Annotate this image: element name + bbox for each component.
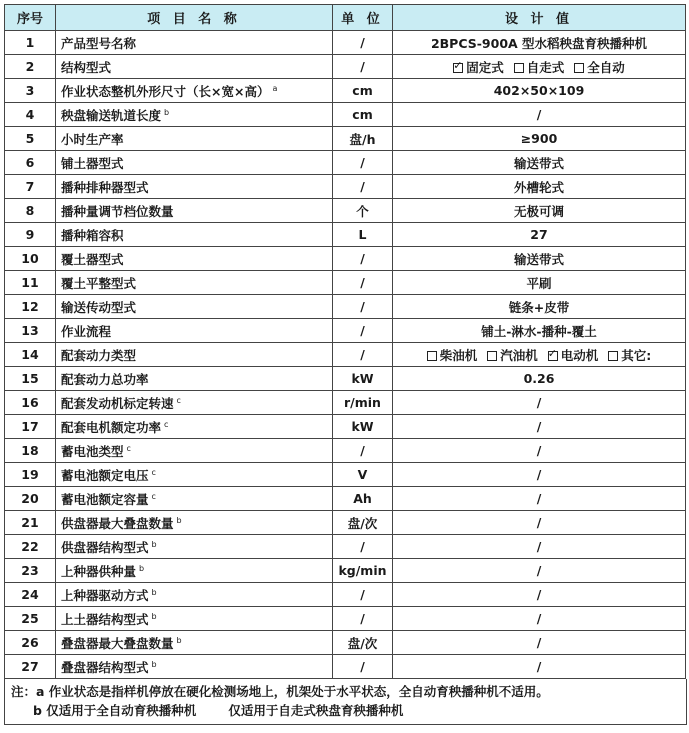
table-row: [5, 583, 686, 607]
spec-table-container: [4, 4, 685, 725]
row-number: 7: [5, 175, 56, 199]
item-name-cell: [56, 415, 333, 439]
value-cell: 0.26: [393, 367, 686, 391]
row-number: 4: [5, 103, 56, 127]
table-row: [5, 79, 686, 103]
item-name: 配套动力总功率: [61, 371, 149, 387]
item-name: 小时生产率: [61, 131, 124, 147]
row-number: 23: [5, 559, 56, 583]
value-cell: 27: [393, 223, 686, 247]
value-cell: 输送带式: [393, 247, 686, 271]
item-name: 覆土平整型式: [61, 275, 137, 291]
table-row: [5, 271, 686, 295]
item-name: 叠盘器最大叠盘数量: [61, 635, 174, 651]
value-cell: /: [393, 631, 686, 655]
table-row: [5, 439, 686, 463]
table-row: [5, 103, 686, 127]
value-cell: /: [393, 607, 686, 631]
item-name: 上种器供种量: [61, 563, 137, 579]
footnote-marker: b: [151, 611, 157, 621]
table-row: [5, 367, 686, 391]
table-row: [5, 511, 686, 535]
note-line-b: [11, 701, 680, 720]
table-row: [5, 343, 686, 367]
checkbox-icon[interactable]: [487, 351, 497, 361]
unit-cell: /: [333, 247, 393, 271]
table-row: [5, 559, 686, 583]
row-number: 1: [5, 31, 56, 55]
row-number: 24: [5, 583, 56, 607]
row-number: 8: [5, 199, 56, 223]
footnote-marker: b: [176, 635, 182, 645]
value-cell: /: [393, 535, 686, 559]
footnote-marker: b: [151, 539, 157, 549]
checkbox-icon[interactable]: [608, 351, 618, 361]
unit-cell: cm: [333, 103, 393, 127]
unit-cell: /: [333, 535, 393, 559]
checked-box-icon[interactable]: [453, 63, 463, 73]
table-row: [5, 415, 686, 439]
table-row: [5, 295, 686, 319]
value-cell: 链条+皮带: [393, 295, 686, 319]
value-cell: /: [393, 511, 686, 535]
value-cell: ≥900: [393, 127, 686, 151]
item-name-cell: [56, 487, 333, 511]
table-notes: [4, 679, 687, 725]
item-name: 输送传动型式: [61, 299, 137, 315]
unit-cell: r/min: [333, 391, 393, 415]
option-label: 全自动: [587, 59, 625, 75]
item-name-cell: [56, 127, 333, 151]
footnote-marker: a: [272, 83, 278, 93]
value-cell: /: [393, 439, 686, 463]
unit-cell: /: [333, 175, 393, 199]
row-number: 2: [5, 55, 56, 79]
value-cell: [393, 55, 686, 79]
item-name-cell: [56, 271, 333, 295]
item-name-cell: [56, 151, 333, 175]
value-cell: /: [393, 487, 686, 511]
row-number: 26: [5, 631, 56, 655]
item-name: 产品型号名称: [61, 35, 137, 51]
value-cell: 输送带式: [393, 151, 686, 175]
checkbox-icon[interactable]: [574, 63, 584, 73]
value-cell: /: [393, 103, 686, 127]
value-cell: /: [393, 559, 686, 583]
value-cell: 平刷: [393, 271, 686, 295]
item-name-cell: [56, 199, 333, 223]
item-name: 秧盘输送轨道长度: [61, 107, 162, 123]
item-name-cell: [56, 343, 333, 367]
row-number: 19: [5, 463, 56, 487]
option-label: 自走式: [526, 59, 565, 75]
row-number: 20: [5, 487, 56, 511]
option-label: 汽油机: [500, 347, 538, 363]
row-number: 25: [5, 607, 56, 631]
item-name-cell: [56, 175, 333, 199]
note-b-text: b 仅适用于全自动育秧播种机: [33, 703, 197, 718]
row-number: 21: [5, 511, 56, 535]
option-checked[interactable]: [548, 346, 599, 364]
item-name-cell: [56, 631, 333, 655]
table-row: [5, 199, 686, 223]
table-row: [5, 175, 686, 199]
item-name-cell: [56, 607, 333, 631]
unit-cell: /: [333, 439, 393, 463]
table-row: [5, 55, 686, 79]
footnote-marker: c: [151, 491, 156, 501]
row-number: 17: [5, 415, 56, 439]
unit-cell: /: [333, 583, 393, 607]
item-name: 播种排种器型式: [61, 179, 149, 195]
option-unchecked[interactable]: [427, 346, 478, 364]
unit-cell: /: [333, 343, 393, 367]
item-name: 作业状态整机外形尺寸（长×宽×高）: [61, 83, 270, 99]
unit-cell: 盘/h: [333, 127, 393, 151]
table-row: [5, 631, 686, 655]
table-row: [5, 391, 686, 415]
option-label: 其它:: [621, 347, 652, 363]
row-number: 27: [5, 655, 56, 679]
item-name: 播种箱容积: [61, 227, 124, 243]
item-name: 上种器驱动方式: [61, 587, 149, 603]
row-number: 6: [5, 151, 56, 175]
option-label: 柴油机: [439, 347, 478, 363]
unit-cell: /: [333, 607, 393, 631]
footnote-marker: b: [139, 563, 145, 573]
item-name-cell: [56, 223, 333, 247]
table-body: [5, 31, 686, 679]
item-name: 叠盘器结构型式: [61, 659, 149, 675]
unit-cell: Ah: [333, 487, 393, 511]
footnote-marker: c: [176, 395, 181, 405]
item-name: 作业流程: [61, 323, 112, 339]
table-row: [5, 319, 686, 343]
unit-cell: /: [333, 271, 393, 295]
footnote-marker: c: [126, 443, 131, 453]
row-number: 14: [5, 343, 56, 367]
option-label: 固定式: [466, 59, 504, 75]
item-name-cell: [56, 535, 333, 559]
item-name-cell: [56, 559, 333, 583]
note-c-text: 仅适用于自走式秧盘育秧播种机: [228, 703, 404, 718]
unit-cell: cm: [333, 79, 393, 103]
footnote-marker: b: [151, 587, 157, 597]
unit-cell: kg/min: [333, 559, 393, 583]
footnote-marker: c: [164, 419, 169, 429]
item-name-cell: [56, 31, 333, 55]
footnote-marker: c: [151, 467, 156, 477]
item-name: 结构型式: [61, 59, 112, 75]
item-name-cell: [56, 247, 333, 271]
row-number: 10: [5, 247, 56, 271]
item-name-cell: [56, 655, 333, 679]
option-unchecked[interactable]: [608, 346, 651, 364]
table-row: [5, 607, 686, 631]
unit-cell: 盘/次: [333, 631, 393, 655]
unit-cell: /: [333, 151, 393, 175]
row-number: 22: [5, 535, 56, 559]
value-cell: /: [393, 391, 686, 415]
footnote-marker: b: [151, 659, 157, 669]
value-cell: [393, 343, 686, 367]
table-row: [5, 223, 686, 247]
item-name-cell: [56, 391, 333, 415]
row-number: 3: [5, 79, 56, 103]
table-row: [5, 31, 686, 55]
value-cell: /: [393, 655, 686, 679]
table-row: [5, 151, 686, 175]
row-number: 18: [5, 439, 56, 463]
table-row: [5, 487, 686, 511]
value-cell: 2BPCS-900A 型水稻秧盘育秧播种机: [393, 31, 686, 55]
item-name-cell: [56, 103, 333, 127]
header-item: 项 目 名 称: [56, 5, 333, 31]
table-row: [5, 247, 686, 271]
note-line-a: 注：a 作业状态是指样机停放在硬化检测场地上，机架处于水平状态，全自动育秧播种机不适用。: [11, 684, 549, 699]
item-name: 蓄电池类型: [61, 443, 124, 459]
unit-cell: /: [333, 319, 393, 343]
header-value: 设 计 值: [393, 5, 686, 31]
item-name-cell: [56, 511, 333, 535]
unit-cell: /: [333, 655, 393, 679]
unit-cell: /: [333, 295, 393, 319]
row-number: 15: [5, 367, 56, 391]
item-name-cell: [56, 463, 333, 487]
row-number: 13: [5, 319, 56, 343]
table-row: [5, 655, 686, 679]
table-row: [5, 463, 686, 487]
spec-table: [4, 4, 686, 679]
option-unchecked[interactable]: [574, 58, 625, 76]
item-name-cell: [56, 319, 333, 343]
value-cell: /: [393, 583, 686, 607]
option-unchecked[interactable]: [514, 58, 565, 76]
option-unchecked[interactable]: [487, 346, 538, 364]
item-name: 播种量调节档位数量: [61, 203, 174, 219]
item-name-cell: [56, 439, 333, 463]
option-checked[interactable]: [453, 58, 504, 76]
row-number: 9: [5, 223, 56, 247]
table-row: [5, 535, 686, 559]
value-cell: 外槽轮式: [393, 175, 686, 199]
row-number: 11: [5, 271, 56, 295]
item-name: 铺土器型式: [61, 155, 124, 171]
footnote-marker: b: [164, 107, 170, 117]
row-number: 16: [5, 391, 56, 415]
item-name-cell: [56, 367, 333, 391]
footnote-marker: b: [176, 515, 182, 525]
item-name: 配套电机额定功率: [61, 419, 162, 435]
item-name-cell: [56, 79, 333, 103]
value-cell: 402×50×109: [393, 79, 686, 103]
item-name-cell: [56, 55, 333, 79]
item-name: 配套动力类型: [61, 347, 137, 363]
item-name: 上土器结构型式: [61, 611, 149, 627]
value-cell: /: [393, 463, 686, 487]
item-name: 蓄电池额定电压: [61, 467, 149, 483]
table-row: [5, 127, 686, 151]
option-label: 电动机: [560, 347, 599, 363]
checked-box-icon[interactable]: [548, 351, 558, 361]
item-name: 供盘器结构型式: [61, 539, 149, 555]
value-cell: /: [393, 415, 686, 439]
checkbox-icon[interactable]: [427, 351, 437, 361]
header-no: 序号: [5, 5, 56, 31]
value-cell: 铺土-淋水-播种-覆土: [393, 319, 686, 343]
item-name-cell: [56, 583, 333, 607]
unit-cell: kW: [333, 415, 393, 439]
row-number: 12: [5, 295, 56, 319]
header-unit: 单 位: [333, 5, 393, 31]
item-name: 配套发动机标定转速: [61, 395, 174, 411]
item-name: 蓄电池额定容量: [61, 491, 149, 507]
unit-cell: /: [333, 55, 393, 79]
row-number: 5: [5, 127, 56, 151]
unit-cell: kW: [333, 367, 393, 391]
item-name-cell: [56, 295, 333, 319]
table-header-row: [5, 5, 686, 31]
unit-cell: 个: [333, 199, 393, 223]
item-name: 覆土器型式: [61, 251, 124, 267]
value-cell: 无极可调: [393, 199, 686, 223]
unit-cell: V: [333, 463, 393, 487]
unit-cell: L: [333, 223, 393, 247]
checkbox-icon[interactable]: [514, 63, 524, 73]
item-name: 供盘器最大叠盘数量: [61, 515, 174, 531]
unit-cell: /: [333, 31, 393, 55]
unit-cell: 盘/次: [333, 511, 393, 535]
